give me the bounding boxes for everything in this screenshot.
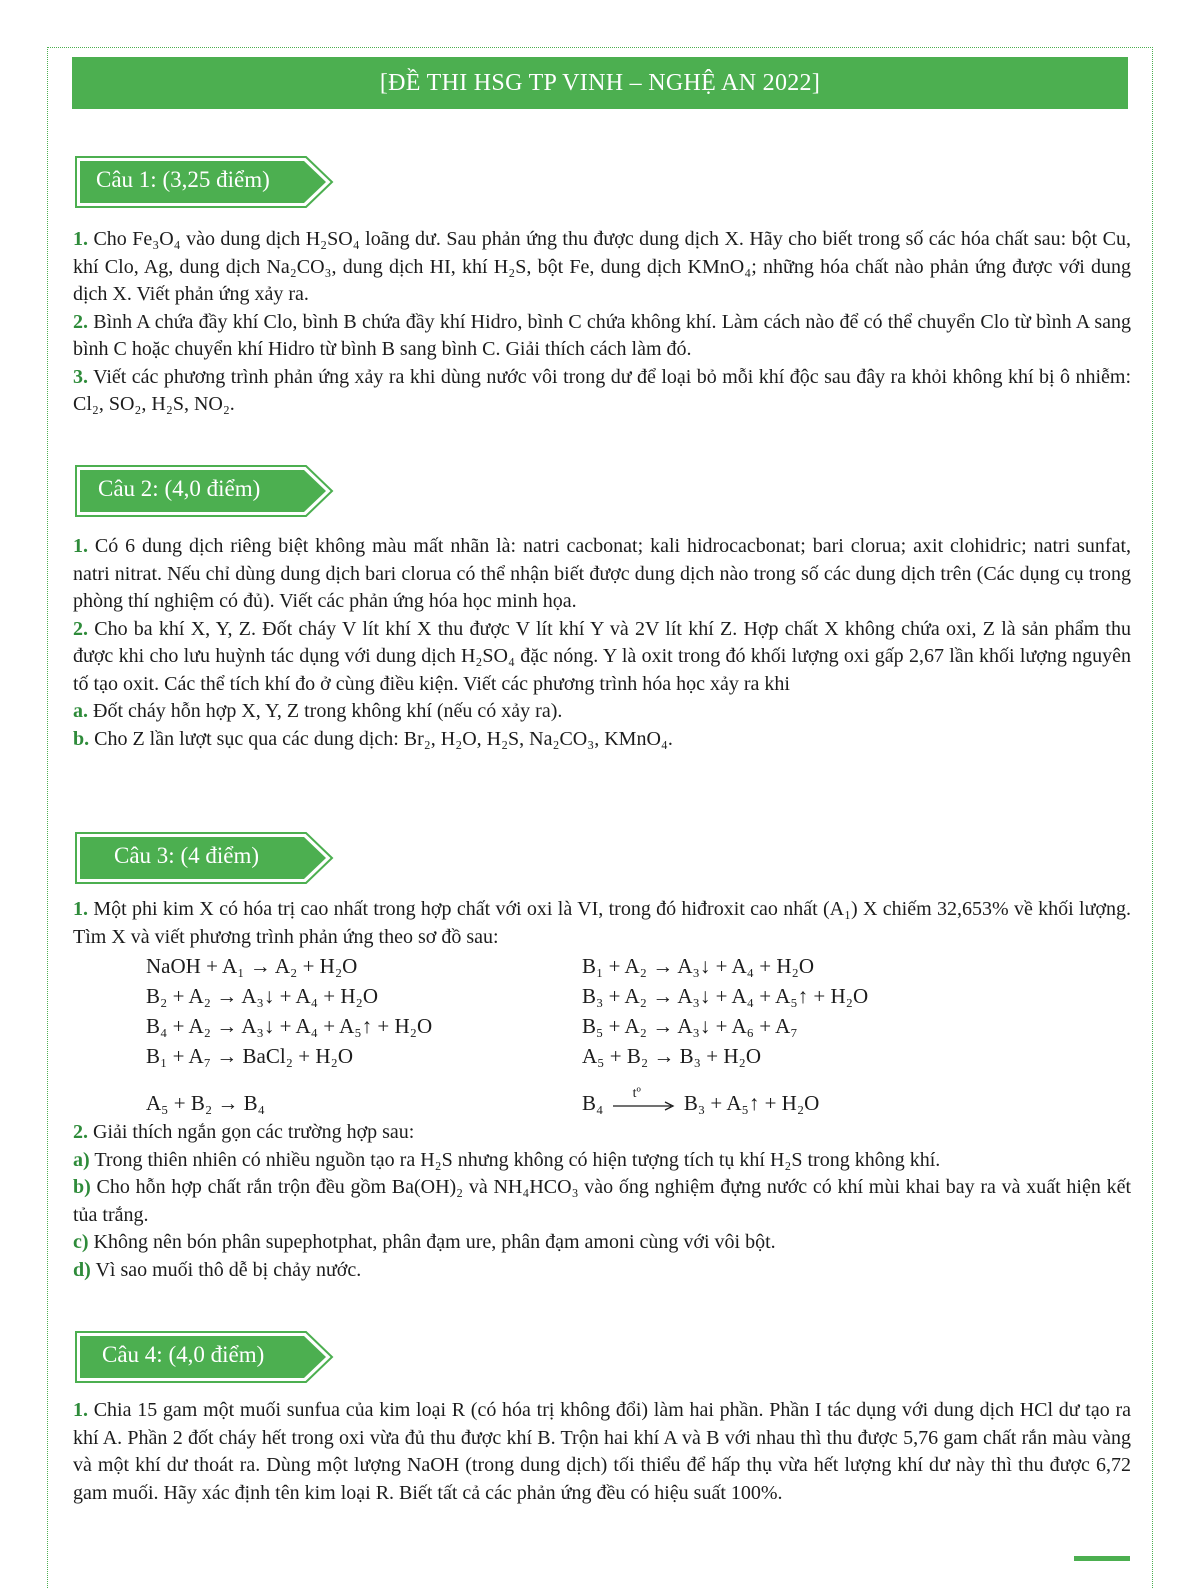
q2-part-b <box>73 726 1131 754</box>
item-letter: b. <box>73 727 90 750</box>
equation: B₁ + A₂ → A₃↓ + A₄ + H₂O <box>582 954 814 978</box>
question-3-title: Câu 3: (4 điểm) <box>114 843 259 868</box>
equation-reactant: B₄ <box>582 1091 604 1115</box>
item-number: 2. <box>73 310 88 333</box>
q2-part-b-text: Cho Z lần lượt sục qua các dung dịch: Br₂, H₂O, H₂S, Na₂CO₃, KMnO₄. <box>94 727 673 750</box>
q2-part-1-text: Có 6 dung dịch riêng biệt không màu mất nhãn là: natri cacbonat; kali hidrocacbonat; bari clorua; axit clohidric; natri sunfat, natri nitrat. Nếu chỉ dùng dung dịch bari clorua có thể nhận biết được dung dịch nào trong số các dung dịch trên (Các dụng cụ trong phòng thí nghiệm có đủ). Viết các phản ứng hóa học minh họa. <box>73 535 1131 612</box>
q3-part-a <box>73 1147 1131 1175</box>
equation: NaOH + A₁ → A₂ + H₂O <box>146 954 358 978</box>
q3-part-1 <box>73 896 1131 951</box>
equation-products: B₃ + A₅↑ + H₂O <box>683 1091 820 1115</box>
heat-arrow <box>609 1086 679 1115</box>
q1-part-2-text: Bình A chứa đầy khí Clo, bình B chứa đầy khí Hidro, bình C chứa không khí. Làm cách nào để có thể chuyển Clo từ bình A sang bình C hoặc chuyển khí Hidro từ bình B sang bình C. Giải thích cách làm đó. <box>73 310 1131 360</box>
q4-part-1 <box>73 1397 1131 1507</box>
q3-part-a-text: Trong thiên nhiên có nhiều nguồn tạo ra H₂S nhưng không có hiện tượng tích tụ khí H₂S trong không khí. <box>94 1148 941 1171</box>
question-4-heading <box>74 1328 332 1382</box>
question-2-heading <box>74 462 332 516</box>
question-3-part-2 <box>73 1119 1131 1284</box>
item-letter: a) <box>73 1148 90 1171</box>
item-letter: a. <box>73 700 88 722</box>
q1-part-2 <box>73 309 1131 364</box>
q1-part-3-text: Viết các phương trình phản ứng xảy ra khi dùng nước vôi trong dư để loại bỏ mỗi khí độc sau đây ra khỏi không khí bị ô nhiễm: Cl₂, SO₂, H₂S, NO₂. <box>73 365 1131 415</box>
q2-part-2 <box>73 616 1131 699</box>
q3-part-b-text: Cho hỗn hợp chất rắn trộn đều gồm Ba(OH)₂ và NH₄HCO₃ vào ống nghiệm đựng nước có khí mùi khai bay ra và xuất hiện kết tủa trắng. <box>73 1176 1131 1226</box>
q1-part-3 <box>73 364 1131 419</box>
question-1-heading <box>74 153 332 207</box>
page-corner-accent <box>1074 1556 1130 1561</box>
question-4-title: Câu 4: (4,0 điểm) <box>102 1342 265 1367</box>
page-title: [ĐỀ THI HSG TP VINH – NGHỆ AN 2022] <box>72 57 1128 109</box>
q2-part-1 <box>73 533 1131 616</box>
item-number: 1. <box>73 898 88 920</box>
item-letter: d) <box>73 1258 91 1281</box>
question-2-title: Câu 2: (4,0 điểm) <box>98 476 261 501</box>
q3-part-d <box>73 1257 1131 1285</box>
item-number: 1. <box>73 535 88 557</box>
heat-condition: tº <box>632 1086 641 1102</box>
q3-part-d-text: Vì sao muối thô dễ bị chảy nước. <box>95 1258 362 1281</box>
q2-part-2-text: Cho ba khí X, Y, Z. Đốt cháy V lít khí X thu được V lít khí Y và 2V lít khí Z. Hợp chất X không chứa oxi, Z là sản phẩm thu được khi cho lưu huỳnh tác dụng với dung dịch H₂SO₄ đặc nóng. Y là oxit trong đó khối lượng oxi gấp 2,67 lần khối lượng nguyên tố tạo oxit. Các thể tích khí đo ở cùng điều kiện. Viết các phương trình hóa học xảy ra khi <box>73 617 1131 695</box>
q3-part-2-text: Giải thích ngắn gọn các trường hợp sau: <box>93 1121 415 1143</box>
item-number: 1. <box>73 1399 88 1421</box>
item-letter: c) <box>73 1231 89 1253</box>
question-1-title: Câu 1: (3,25 điểm) <box>96 167 270 192</box>
q1-part-1 <box>73 226 1131 309</box>
question-3-heading <box>74 829 332 883</box>
equation-heated <box>582 1088 819 1118</box>
q3-part-2 <box>73 1119 1131 1147</box>
question-4-body <box>73 1397 1131 1507</box>
item-number: 2. <box>73 617 88 640</box>
q3-part-1-text: Một phi kim X có hóa trị cao nhất trong hợp chất với oxi là VI, trong đó hiđroxit cao nhất (A₁) X chiếm 32,653% về khối lượng. Tìm X và viết phương trình phản ứng theo sơ đồ sau: <box>73 898 1132 948</box>
q1-part-1-text: Cho Fe₃O₄ vào dung dịch H₂SO₄ loãng dư. Sau phản ứng thu được dung dịch X. Hãy cho biết trong số các hóa chất sau: bột Cu, khí Clo, Ag, dung dịch Na₂CO₃, dung dịch HI, khí H₂S, bột Fe, dung dịch KMnO₄; những hóa chất nào phản ứng được với dung dịch X. Viết phản ứng xảy ra. <box>73 228 1131 305</box>
item-letter: b) <box>73 1176 91 1198</box>
item-number: 3. <box>73 365 88 388</box>
equation: B₄ + A₂ → A₃↓ + A₄ + A₅↑ + H₂O <box>146 1014 433 1038</box>
q3-part-b <box>73 1174 1131 1229</box>
arrow-icon <box>609 1095 679 1115</box>
question-1-body <box>73 226 1131 419</box>
equation: A₅ + B₂ → B₃ + H₂O <box>582 1044 761 1068</box>
item-number: 2. <box>73 1121 88 1143</box>
equation: B₃ + A₂ → A₃↓ + A₄ + A₅↑ + H₂O <box>582 984 869 1008</box>
equation: B₅ + A₂ → A₃↓ + A₆ + A₇ <box>582 1014 798 1038</box>
q4-part-1-text: Chia 15 gam một muối sunfua của kim loại R (có hóa trị không đổi) làm hai phần. Phần I tác dụng với dung dịch HCl dư tạo ra khí A. Phần 2 đốt cháy hết trong oxi vừa đủ thu được khí B. Trộn hai khí A và B với nhau thì thu được 5,76 gam chất rắn màu vàng và một khí dư thoát ra. Dùng một lượng NaOH (trong dung dịch) tối thiểu để hấp thụ vừa hết lượng khí dư này thì thu được 6,72 gam muối. Hãy xác định tên kim loại R. Biết tất cả các phản ứng đều có hiệu suất 100%. <box>73 1399 1132 1504</box>
equation: B₂ + A₂ → A₃↓ + A₄ + H₂O <box>146 984 378 1008</box>
q3-part-c <box>73 1229 1131 1257</box>
q2-part-a <box>73 698 1131 726</box>
question-2-body <box>73 533 1131 753</box>
question-3-intro <box>73 896 1131 951</box>
equation: A₅ + B₂ → B₄ <box>146 1091 265 1115</box>
q2-part-a-text: Đốt cháy hỗn hợp X, Y, Z trong không khí (nếu có xảy ra). <box>93 700 563 722</box>
q3-part-c-text: Không nên bón phân supephotphat, phân đạm ure, phân đạm amoni cùng với vôi bột. <box>93 1231 776 1253</box>
equation: B₁ + A₇ → BaCl₂ + H₂O <box>146 1044 353 1068</box>
item-number: 1. <box>73 228 88 250</box>
